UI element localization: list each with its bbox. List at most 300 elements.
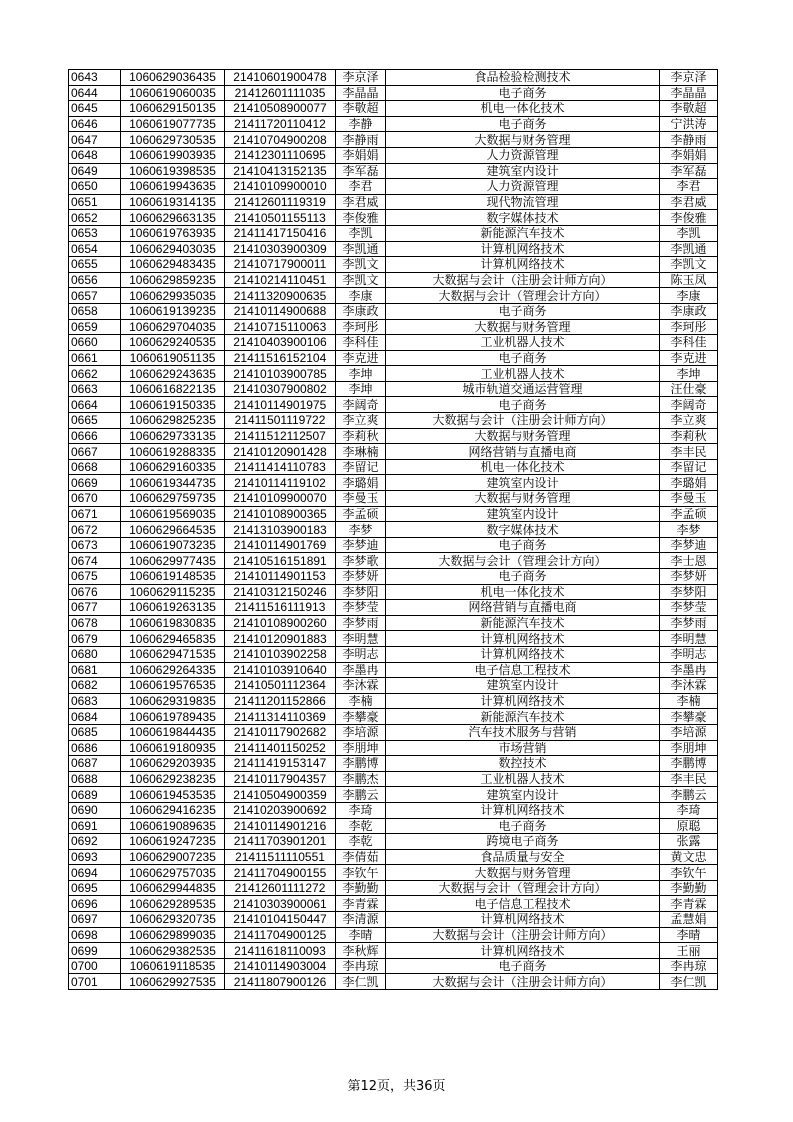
exam-id-cell: 1060629115235 [121,584,225,600]
student-id-cell: 21410303900309 [225,241,336,257]
major-cell: 跨境电子商务 [386,834,660,850]
row-index-cell: 0676 [69,584,121,600]
table-row [69,179,718,195]
major-cell: 电子商务 [386,818,660,834]
student-id-cell: 21410120901428 [225,444,336,460]
row-index-cell: 0684 [69,709,121,725]
table-row [69,584,718,600]
name-cell: 李倩茹 [336,849,386,865]
row-index-cell: 0643 [69,70,121,86]
contact-name-cell: 李珂彤 [660,319,718,335]
table-row [69,615,718,631]
name-cell: 李清源 [336,912,386,928]
exam-id-cell: 1060629007235 [121,849,225,865]
contact-name-cell: 李静雨 [660,132,718,148]
name-cell: 李康 [336,288,386,304]
major-cell: 计算机网络技术 [386,257,660,273]
table-row [69,678,718,694]
exam-id-cell: 1060629899035 [121,927,225,943]
student-id-cell: 21410307900802 [225,381,336,397]
contact-name-cell: 李敬超 [660,101,718,117]
student-id-cell: 21410403900106 [225,335,336,351]
name-cell: 李凯通 [336,241,386,257]
exam-id-cell: 1060629471535 [121,646,225,662]
exam-id-cell: 1060629289535 [121,896,225,912]
name-cell: 李坤 [336,381,386,397]
row-index-cell: 0687 [69,756,121,772]
student-id-cell: 21412301110695 [225,147,336,163]
table-row [69,569,718,585]
name-cell: 李君威 [336,194,386,210]
name-cell: 李朋坤 [336,740,386,756]
contact-name-cell: 李君 [660,179,718,195]
row-index-cell: 0667 [69,444,121,460]
student-id-cell: 21411703901201 [225,834,336,850]
exam-id-cell: 1060629977435 [121,553,225,569]
major-cell: 现代物流管理 [386,194,660,210]
exam-id-cell: 1060619148535 [121,569,225,585]
exam-id-cell: 1060619247235 [121,834,225,850]
major-cell: 数字媒体技术 [386,210,660,226]
row-index-cell: 0665 [69,413,121,429]
exam-id-cell: 1060629927535 [121,974,225,990]
exam-id-cell: 1060619073235 [121,537,225,553]
exam-id-cell: 1060619398535 [121,163,225,179]
name-cell: 李俊雅 [336,210,386,226]
table-row [69,381,718,397]
name-cell: 李梦 [336,522,386,538]
major-cell: 计算机网络技术 [386,646,660,662]
student-id-cell: 21411618110093 [225,943,336,959]
exam-id-cell: 1060629663135 [121,210,225,226]
exam-id-cell: 1060619139235 [121,303,225,319]
row-index-cell: 0661 [69,350,121,366]
table-row [69,600,718,616]
row-index-cell: 0679 [69,631,121,647]
exam-id-cell: 1060619089635 [121,818,225,834]
contact-name-cell: 宁洪涛 [660,116,718,132]
student-id-cell: 21410413152135 [225,163,336,179]
contact-name-cell: 孟慧娟 [660,912,718,928]
contact-name-cell: 李墨冉 [660,662,718,678]
major-cell: 计算机网络技术 [386,631,660,647]
exam-id-cell: 1060629238235 [121,771,225,787]
exam-id-cell: 1060629160335 [121,459,225,475]
name-cell: 李康政 [336,303,386,319]
name-cell: 李立爽 [336,413,386,429]
major-cell: 机电一体化技术 [386,101,660,117]
exam-id-cell: 1060619288335 [121,444,225,460]
student-id-cell: 21410704900208 [225,132,336,148]
contact-name-cell: 李阔奇 [660,397,718,413]
student-id-cell: 21410303900061 [225,896,336,912]
exam-id-cell: 1060619789435 [121,709,225,725]
major-cell: 电子商务 [386,350,660,366]
contact-name-cell: 李沐霖 [660,678,718,694]
major-cell: 大数据与会计（注册会计师方向） [386,413,660,429]
row-index-cell: 0688 [69,771,121,787]
name-cell: 李莉秋 [336,428,386,444]
student-id-cell: 21411516111913 [225,600,336,616]
row-index-cell: 0692 [69,834,121,850]
contact-name-cell: 李留记 [660,459,718,475]
name-cell: 李琦 [336,802,386,818]
name-cell: 李梦莹 [336,600,386,616]
exam-id-cell: 1060629730535 [121,132,225,148]
student-id-cell: 21410114901153 [225,569,336,585]
exam-id-cell: 1060619844435 [121,724,225,740]
name-cell: 李梦迪 [336,537,386,553]
name-cell: 李墨冉 [336,662,386,678]
table-row [69,397,718,413]
table-row [69,958,718,974]
name-cell: 李琳楠 [336,444,386,460]
contact-name-cell: 李梦迪 [660,537,718,553]
table-row [69,116,718,132]
major-cell: 大数据与会计（注册会计师方向） [386,272,660,288]
major-cell: 大数据与财务管理 [386,132,660,148]
name-cell: 李鹏杰 [336,771,386,787]
name-cell: 李科佳 [336,335,386,351]
row-index-cell: 0662 [69,366,121,382]
table-row [69,865,718,881]
exam-id-cell: 1060616822135 [121,381,225,397]
row-index-cell: 0697 [69,912,121,928]
exam-id-cell: 1060619569035 [121,506,225,522]
exam-id-cell: 1060629382535 [121,943,225,959]
contact-name-cell: 李鹏博 [660,756,718,772]
student-id-cell: 21410114900688 [225,303,336,319]
row-index-cell: 0690 [69,802,121,818]
major-cell: 计算机网络技术 [386,241,660,257]
name-cell: 李青霖 [336,896,386,912]
name-cell: 李璐娟 [336,475,386,491]
student-id-cell: 21411201152866 [225,693,336,709]
contact-name-cell: 李娟娟 [660,147,718,163]
row-index-cell: 0701 [69,974,121,990]
table-row [69,912,718,928]
table-row [69,335,718,351]
exam-id-cell: 1060629416235 [121,802,225,818]
contact-name-cell: 李勤勤 [660,880,718,896]
contact-name-cell: 李孟硕 [660,506,718,522]
major-cell: 食品质量与安全 [386,849,660,865]
exam-id-cell: 1060619763935 [121,225,225,241]
major-cell: 计算机网络技术 [386,912,660,928]
student-id-cell: 21410504900359 [225,787,336,803]
name-cell: 李晶晶 [336,85,386,101]
exam-id-cell: 1060619314135 [121,194,225,210]
row-index-cell: 0700 [69,958,121,974]
exam-id-cell: 1060629664535 [121,522,225,538]
table-row [69,288,718,304]
name-cell: 李坤 [336,366,386,382]
exam-id-cell: 1060619077735 [121,116,225,132]
row-index-cell: 0698 [69,927,121,943]
student-id-cell: 21410108900260 [225,615,336,631]
student-id-cell: 21410501155113 [225,210,336,226]
table-row [69,693,718,709]
row-index-cell: 0659 [69,319,121,335]
row-index-cell: 0678 [69,615,121,631]
row-index-cell: 0674 [69,553,121,569]
table-row [69,491,718,507]
major-cell: 电子商务 [386,397,660,413]
table-body [69,70,718,990]
row-index-cell: 0652 [69,210,121,226]
student-id-cell: 21411704900125 [225,927,336,943]
row-index-cell: 0669 [69,475,121,491]
major-cell: 电子商务 [386,85,660,101]
contact-name-cell: 李立爽 [660,413,718,429]
contact-name-cell: 李冉琼 [660,958,718,974]
name-cell: 李钦午 [336,865,386,881]
name-cell: 李梦雨 [336,615,386,631]
name-cell: 李君 [336,179,386,195]
table-row [69,631,718,647]
major-cell: 大数据与财务管理 [386,319,660,335]
student-id-cell: 21410214110451 [225,272,336,288]
student-id-cell: 21411419153147 [225,756,336,772]
table-row [69,319,718,335]
major-cell: 建筑室内设计 [386,787,660,803]
student-id-cell: 21410120901883 [225,631,336,647]
contact-name-cell: 李丰民 [660,444,718,460]
student-id-cell: 21410114901216 [225,818,336,834]
student-id-cell: 21410103902258 [225,646,336,662]
major-cell: 电子商务 [386,569,660,585]
table-row [69,70,718,86]
row-index-cell: 0666 [69,428,121,444]
major-cell: 工业机器人技术 [386,366,660,382]
exam-id-cell: 1060629483435 [121,257,225,273]
name-cell: 李乾 [336,834,386,850]
table-row [69,537,718,553]
contact-name-cell: 李康 [660,288,718,304]
student-id-cell: 21411401150252 [225,740,336,756]
name-cell: 李冉琼 [336,958,386,974]
row-index-cell: 0686 [69,740,121,756]
name-cell: 李明志 [336,646,386,662]
name-cell: 李仁凯 [336,974,386,990]
name-cell: 李凯 [336,225,386,241]
table-row [69,147,718,163]
table-row [69,646,718,662]
major-cell: 计算机网络技术 [386,802,660,818]
exam-id-cell: 1060629704035 [121,319,225,335]
exam-id-cell: 1060619344735 [121,475,225,491]
exam-id-cell: 1060629859235 [121,272,225,288]
exam-id-cell: 1060619903935 [121,147,225,163]
exam-id-cell: 1060629319835 [121,693,225,709]
major-cell: 电子商务 [386,537,660,553]
major-cell: 市场营销 [386,740,660,756]
row-index-cell: 0696 [69,896,121,912]
name-cell: 李娟娟 [336,147,386,163]
table-row [69,194,718,210]
major-cell: 人力资源管理 [386,147,660,163]
student-id-cell: 21411807900126 [225,974,336,990]
exam-id-cell: 1060629036435 [121,70,225,86]
row-index-cell: 0693 [69,849,121,865]
student-id-cell: 21411320900635 [225,288,336,304]
row-index-cell: 0653 [69,225,121,241]
row-index-cell: 0654 [69,241,121,257]
name-cell: 李攀豪 [336,709,386,725]
exam-id-cell: 1060629243635 [121,366,225,382]
row-index-cell: 0670 [69,491,121,507]
table-row [69,132,718,148]
table-row [69,553,718,569]
name-cell: 李孟硕 [336,506,386,522]
major-cell: 大数据与财务管理 [386,491,660,507]
contact-name-cell: 李鹏云 [660,787,718,803]
contact-name-cell: 李梦阳 [660,584,718,600]
student-id-cell: 21411704900155 [225,865,336,881]
row-index-cell: 0681 [69,662,121,678]
major-cell: 电子信息工程技术 [386,896,660,912]
exam-id-cell: 1060629757035 [121,865,225,881]
contact-name-cell: 李曼玉 [660,491,718,507]
table-row [69,896,718,912]
exam-id-cell: 1060629944835 [121,880,225,896]
contact-name-cell: 黄文忠 [660,849,718,865]
exam-id-cell: 1060619060035 [121,85,225,101]
table-row [69,506,718,522]
row-index-cell: 0650 [69,179,121,195]
exam-id-cell: 1060629320735 [121,912,225,928]
exam-id-cell: 1060619150335 [121,397,225,413]
student-id-cell: 21411417150416 [225,225,336,241]
name-cell: 李留记 [336,459,386,475]
major-cell: 汽车技术服务与营销 [386,724,660,740]
page-footer: 第12页，共36页 [347,1079,446,1094]
major-cell: 计算机网络技术 [386,693,660,709]
exam-id-cell: 1060629935035 [121,288,225,304]
major-cell: 计算机网络技术 [386,943,660,959]
student-id-cell: 21413103900183 [225,522,336,538]
name-cell: 李勤勤 [336,880,386,896]
name-cell: 李乾 [336,818,386,834]
table-row [69,241,718,257]
table-row [69,771,718,787]
student-id-cell: 21411501119722 [225,413,336,429]
exam-id-cell: 1060619118535 [121,958,225,974]
row-index-cell: 0649 [69,163,121,179]
major-cell: 电子信息工程技术 [386,662,660,678]
row-index-cell: 0660 [69,335,121,351]
exam-id-cell: 1060619263135 [121,600,225,616]
table-row [69,428,718,444]
table-row [69,210,718,226]
student-id-cell: 21411511110551 [225,849,336,865]
table-row [69,662,718,678]
contact-name-cell: 李莉秋 [660,428,718,444]
student-id-cell: 21410114901769 [225,537,336,553]
contact-name-cell: 李楠 [660,693,718,709]
major-cell: 新能源汽车技术 [386,615,660,631]
exam-id-cell: 1060629240535 [121,335,225,351]
name-cell: 李沐霖 [336,678,386,694]
contact-name-cell: 李仁凯 [660,974,718,990]
major-cell: 电子商务 [386,958,660,974]
row-index-cell: 0677 [69,600,121,616]
major-cell: 机电一体化技术 [386,584,660,600]
contact-name-cell: 李科佳 [660,335,718,351]
student-id-cell: 21411314110369 [225,709,336,725]
row-index-cell: 0651 [69,194,121,210]
table-row [69,927,718,943]
name-cell: 李静雨 [336,132,386,148]
row-index-cell: 0675 [69,569,121,585]
student-id-cell: 21410508900077 [225,101,336,117]
contact-name-cell: 李青霖 [660,896,718,912]
row-index-cell: 0646 [69,116,121,132]
contact-name-cell: 李丰民 [660,771,718,787]
name-cell: 李鹏博 [336,756,386,772]
contact-name-cell: 张露 [660,834,718,850]
major-cell: 城市轨道交通运营管理 [386,381,660,397]
name-cell: 李军磊 [336,163,386,179]
row-index-cell: 0699 [69,943,121,959]
major-cell: 数字媒体技术 [386,522,660,538]
contact-name-cell: 李俊雅 [660,210,718,226]
contact-name-cell: 李朋坤 [660,740,718,756]
student-id-cell: 21410109900070 [225,491,336,507]
contact-name-cell: 李琦 [660,802,718,818]
table-row [69,444,718,460]
student-id-cell: 21411720110412 [225,116,336,132]
row-index-cell: 0680 [69,646,121,662]
contact-name-cell: 李凯通 [660,241,718,257]
contact-name-cell: 李梦莹 [660,600,718,616]
major-cell: 人力资源管理 [386,179,660,195]
table-row [69,974,718,990]
row-index-cell: 0682 [69,678,121,694]
row-index-cell: 0656 [69,272,121,288]
name-cell: 李阔奇 [336,397,386,413]
student-id-cell: 21412601111272 [225,880,336,896]
exam-id-cell: 1060619453535 [121,787,225,803]
student-id-cell: 21412601111035 [225,85,336,101]
table-row [69,350,718,366]
row-index-cell: 0694 [69,865,121,881]
major-cell: 机电一体化技术 [386,459,660,475]
table-row [69,85,718,101]
contact-name-cell: 李攀豪 [660,709,718,725]
contact-name-cell: 李凯文 [660,257,718,273]
table-row [69,272,718,288]
table-row [69,163,718,179]
name-cell: 李梦阳 [336,584,386,600]
row-index-cell: 0685 [69,724,121,740]
student-id-cell: 21410516151891 [225,553,336,569]
row-index-cell: 0647 [69,132,121,148]
student-id-cell: 21410715110063 [225,319,336,335]
contact-name-cell: 陈玉凤 [660,272,718,288]
contact-name-cell: 李晶晶 [660,85,718,101]
contact-name-cell: 李士恩 [660,553,718,569]
table-row [69,943,718,959]
row-index-cell: 0664 [69,397,121,413]
row-index-cell: 0655 [69,257,121,273]
major-cell: 建筑室内设计 [386,506,660,522]
row-index-cell: 0648 [69,147,121,163]
major-cell: 电子商务 [386,303,660,319]
name-cell: 李梦歌 [336,553,386,569]
contact-name-cell: 李梦雨 [660,615,718,631]
major-cell: 工业机器人技术 [386,771,660,787]
